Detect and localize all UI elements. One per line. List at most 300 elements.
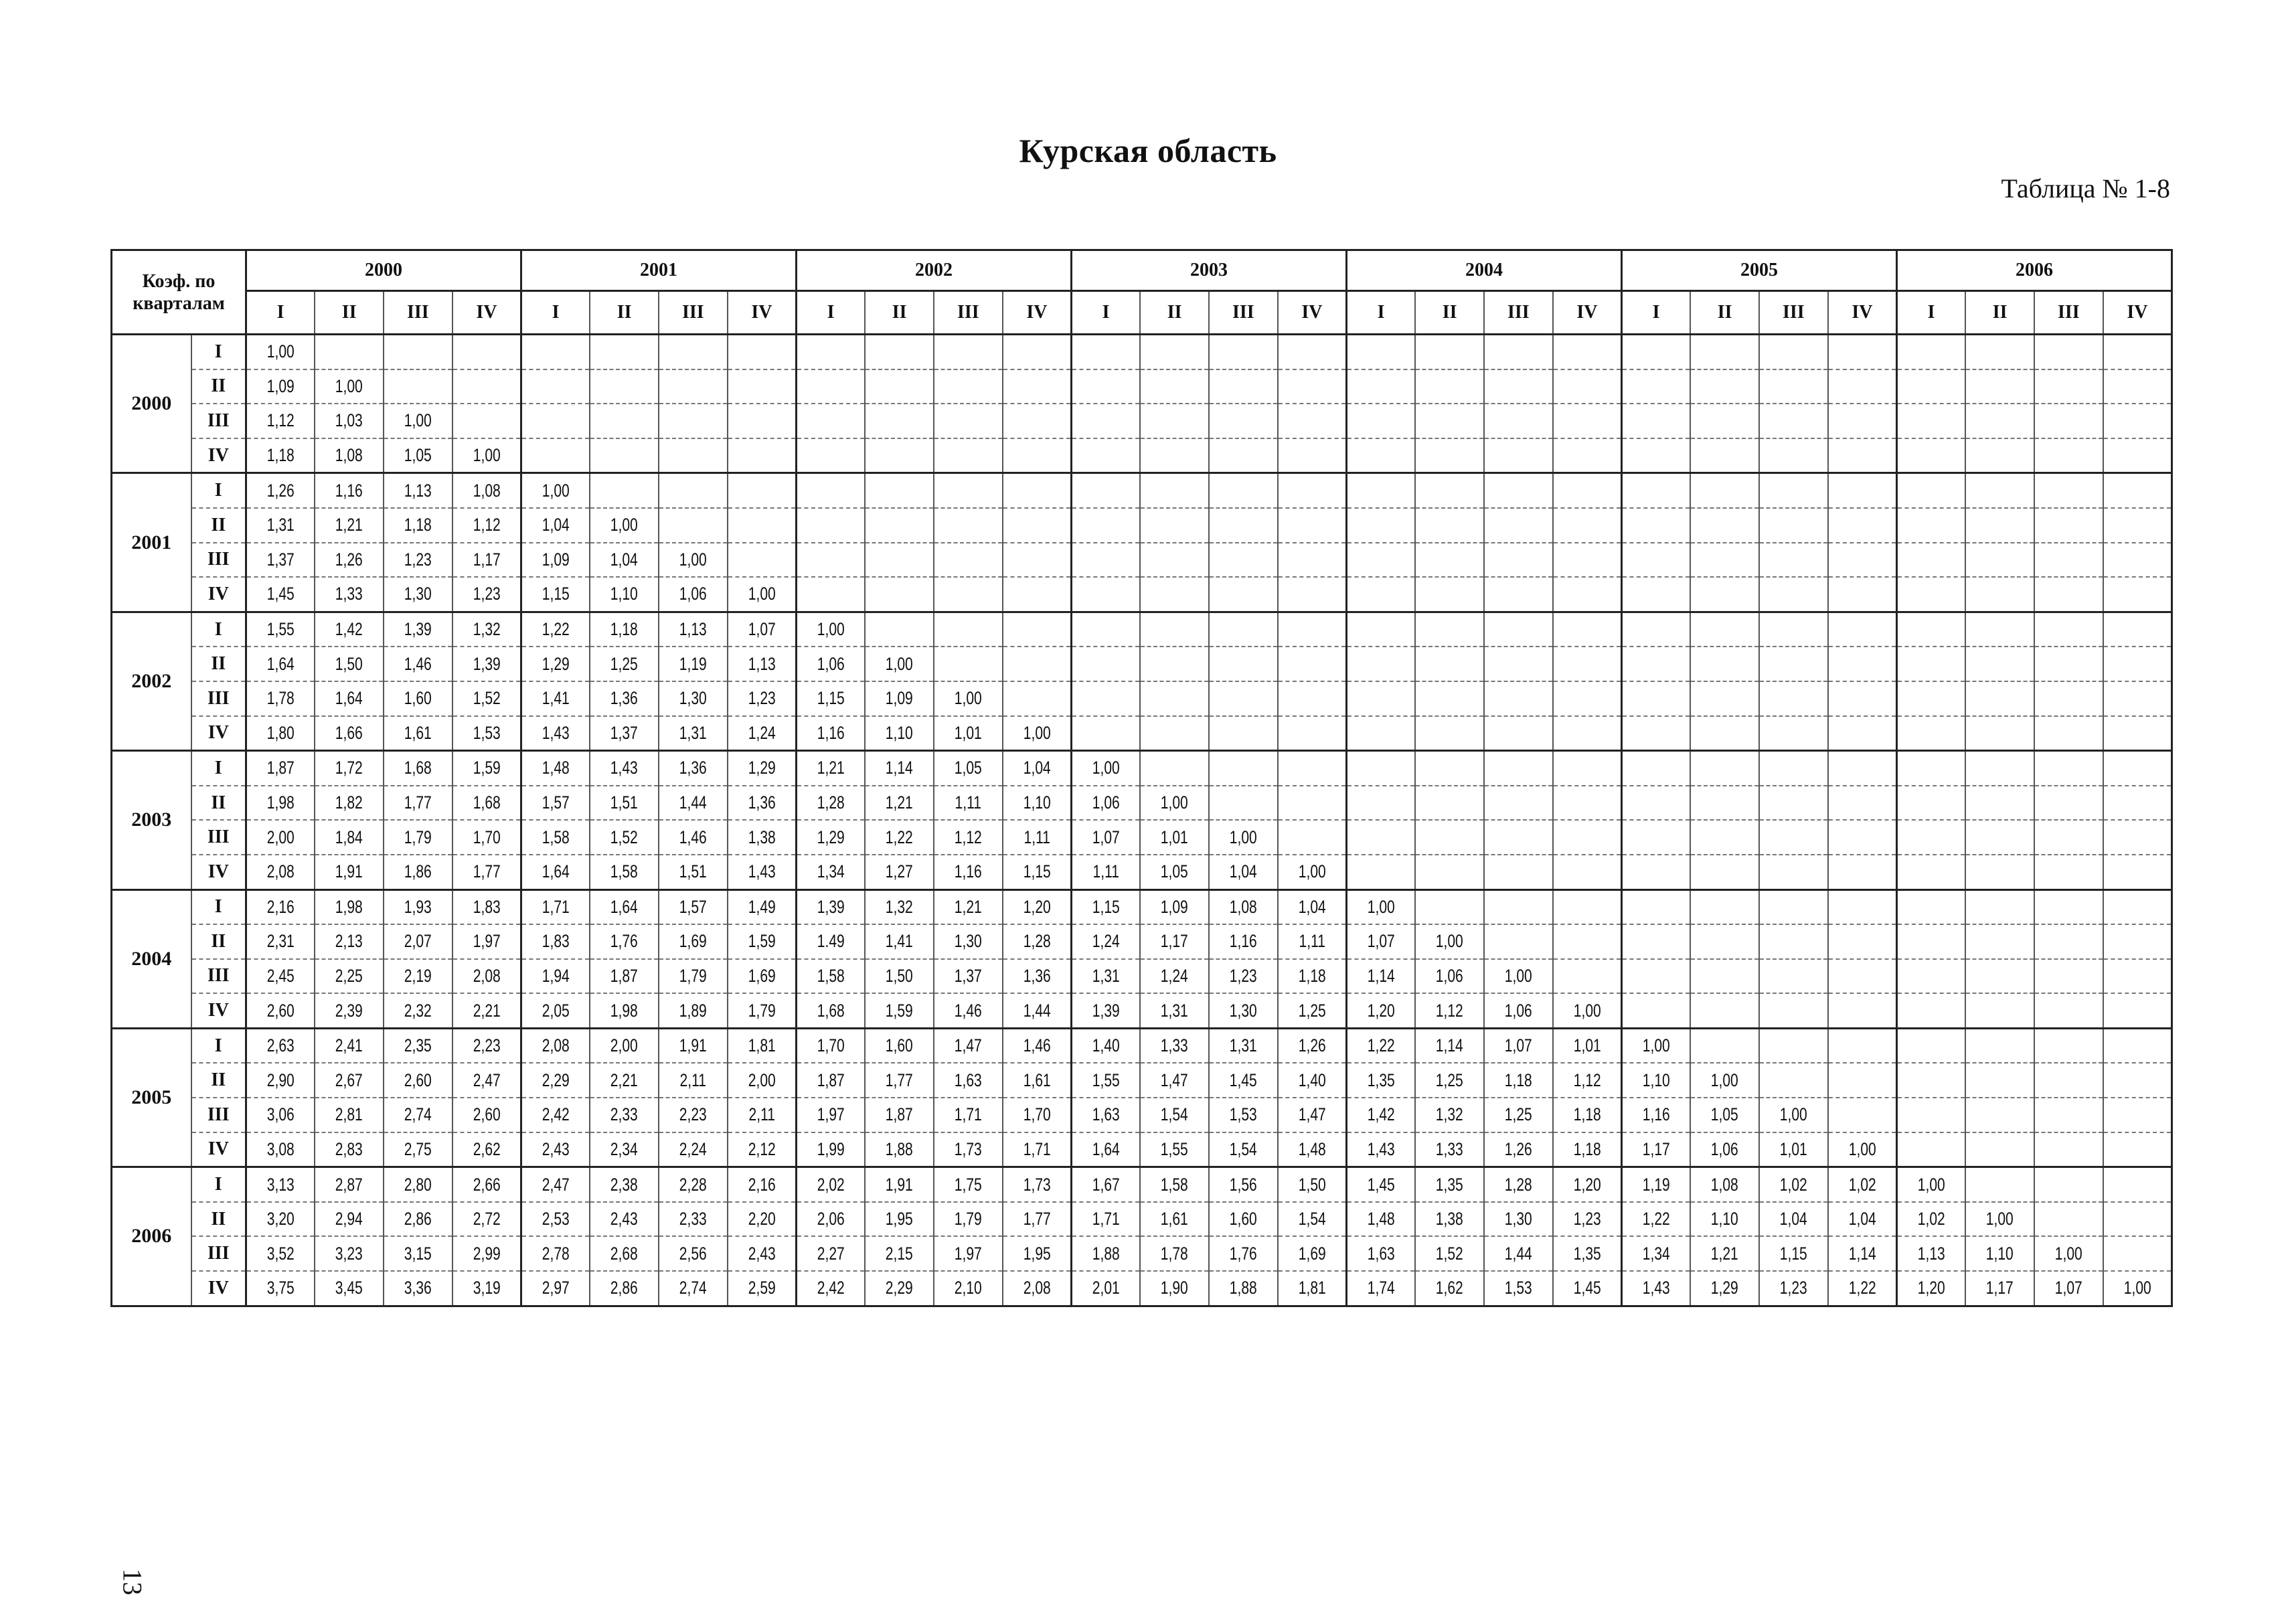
coefficient-cell bbox=[1759, 820, 1828, 855]
coefficient-value: 1,00 bbox=[1229, 827, 1257, 847]
coefficient-cell bbox=[315, 543, 384, 578]
coefficient-cell bbox=[1897, 889, 1966, 924]
coefficient-cell bbox=[1897, 993, 1966, 1028]
coefficient-cell bbox=[590, 508, 659, 543]
coefficient-value: 2,86 bbox=[404, 1209, 432, 1229]
coefficient-cell bbox=[797, 889, 866, 924]
coefficient-cell bbox=[246, 1028, 315, 1063]
coefficient-cell bbox=[1622, 612, 1691, 647]
table-row bbox=[112, 473, 2172, 508]
coefficient-cell bbox=[1278, 473, 1347, 508]
coefficient-cell bbox=[1003, 1167, 1072, 1202]
coefficient-value: 1,00 bbox=[473, 445, 501, 466]
coefficient-cell bbox=[865, 924, 934, 959]
coefficient-cell bbox=[1828, 751, 1897, 786]
coefficient-value: 2,80 bbox=[404, 1174, 432, 1195]
coefficient-value: 1,08 bbox=[1711, 1174, 1739, 1195]
coefficient-cell bbox=[1828, 1271, 1897, 1306]
coefficient-value: 2,33 bbox=[610, 1104, 639, 1125]
coefficient-cell bbox=[1622, 959, 1691, 994]
coefficient-cell bbox=[521, 369, 590, 404]
coefficient-value: 2,38 bbox=[610, 1174, 639, 1195]
coefficient-cell bbox=[1209, 716, 1278, 751]
coefficient-value: 1,01 bbox=[1573, 1035, 1601, 1056]
coefficient-cell bbox=[934, 1063, 1003, 1098]
row-quarter-label: III bbox=[191, 1098, 246, 1132]
coefficient-value: 1,97 bbox=[954, 1243, 982, 1264]
coefficient-value: 1,52 bbox=[1436, 1243, 1464, 1264]
coefficient-value: 1,00 bbox=[1848, 1138, 1876, 1159]
coefficient-value: 1,13 bbox=[679, 619, 707, 640]
row-quarter-label: I bbox=[191, 889, 246, 924]
coefficient-cell bbox=[1209, 751, 1278, 786]
coefficient-value: 1,00 bbox=[542, 480, 570, 501]
coefficient-cell bbox=[2034, 1236, 2103, 1271]
coefficient-cell bbox=[1622, 473, 1691, 508]
coefficient-cell bbox=[1759, 1098, 1828, 1132]
quarter-header: IV bbox=[1828, 291, 1897, 335]
coefficient-value: 2,32 bbox=[404, 1000, 432, 1021]
coefficient-cell bbox=[2103, 959, 2172, 994]
coefficient-cell bbox=[1690, 716, 1759, 751]
coefficient-cell bbox=[1140, 855, 1209, 889]
coefficient-value: 1,58 bbox=[610, 861, 639, 882]
coefficient-cell bbox=[728, 751, 797, 786]
coefficient-value: 1,97 bbox=[817, 1104, 845, 1125]
coefficient-cell bbox=[659, 647, 728, 681]
coefficient-cell bbox=[1415, 1202, 1484, 1237]
row-year-label: 2005 bbox=[112, 1028, 191, 1167]
row-quarter-label: II bbox=[191, 786, 246, 821]
coefficient-cell bbox=[1690, 924, 1759, 959]
coefficient-value: 3,15 bbox=[404, 1243, 432, 1264]
table-row bbox=[112, 1063, 2172, 1098]
coefficient-cell bbox=[2034, 681, 2103, 716]
coefficient-cell bbox=[2103, 681, 2172, 716]
coefficient-cell bbox=[1072, 1098, 1141, 1132]
coefficient-cell bbox=[1828, 855, 1897, 889]
coefficient-value: 1,12 bbox=[954, 827, 982, 847]
coefficient-value: 1,25 bbox=[1504, 1104, 1532, 1125]
coefficient-cell bbox=[728, 612, 797, 647]
coefficient-value: 1,23 bbox=[473, 584, 501, 604]
coefficient-value: 1,25 bbox=[1298, 1000, 1326, 1021]
coefficient-cell bbox=[1690, 577, 1759, 612]
coefficient-value: 1,63 bbox=[954, 1070, 982, 1090]
coefficient-cell bbox=[453, 369, 521, 404]
coefficient-cell bbox=[315, 1202, 384, 1237]
table-body bbox=[112, 335, 2172, 1306]
coefficient-cell bbox=[1553, 438, 1622, 473]
coefficient-cell bbox=[2034, 855, 2103, 889]
coefficient-cell bbox=[1965, 335, 2034, 369]
coefficient-cell bbox=[1140, 508, 1209, 543]
coefficient-cell bbox=[728, 889, 797, 924]
coefficient-cell bbox=[1072, 473, 1141, 508]
coefficient-value: 1,02 bbox=[1779, 1174, 1807, 1195]
coefficient-cell bbox=[1415, 924, 1484, 959]
coefficient-cell bbox=[384, 1132, 453, 1167]
coefficient-cell bbox=[1897, 1236, 1966, 1271]
coefficient-cell bbox=[453, 508, 521, 543]
coefficient-value: 1,45 bbox=[1367, 1174, 1395, 1195]
coefficient-value: 1,69 bbox=[1298, 1243, 1326, 1264]
coefficient-value: 3,20 bbox=[266, 1209, 295, 1229]
year-header: 2006 bbox=[1897, 250, 2172, 291]
coefficient-cell bbox=[521, 1098, 590, 1132]
quarter-header: II bbox=[590, 291, 659, 335]
coefficient-cell bbox=[1209, 1167, 1278, 1202]
coefficient-cell bbox=[1965, 959, 2034, 994]
coefficient-cell bbox=[1690, 1271, 1759, 1306]
coefficient-value: 2,75 bbox=[404, 1138, 432, 1159]
coefficient-value: 1,06 bbox=[1504, 1000, 1532, 1021]
coefficient-cell bbox=[659, 543, 728, 578]
coefficient-cell bbox=[797, 508, 866, 543]
coefficient-value: 1,60 bbox=[404, 688, 432, 709]
coefficient-value: 1,22 bbox=[1367, 1035, 1395, 1056]
coefficient-cell bbox=[1759, 1167, 1828, 1202]
coefficient-cell bbox=[1690, 786, 1759, 821]
coefficient-value: 1,61 bbox=[404, 722, 432, 743]
coefficient-cell bbox=[1140, 438, 1209, 473]
coefficient-value: 1,47 bbox=[1161, 1070, 1189, 1090]
coefficient-cell bbox=[2103, 716, 2172, 751]
row-year-label: 2001 bbox=[112, 473, 191, 612]
coefficient-value: 1,52 bbox=[610, 827, 639, 847]
coefficient-cell bbox=[1140, 993, 1209, 1028]
coefficient-value: 1,59 bbox=[473, 758, 501, 778]
coefficient-value: 1,47 bbox=[954, 1035, 982, 1056]
quarter-header: II bbox=[865, 291, 934, 335]
coefficient-cell bbox=[1209, 577, 1278, 612]
coefficient-cell bbox=[315, 1236, 384, 1271]
coefficient-cell bbox=[384, 1167, 453, 1202]
coefficient-cell bbox=[1622, 1132, 1691, 1167]
coefficient-value: 2,68 bbox=[610, 1243, 639, 1264]
coefficient-value: 1,33 bbox=[335, 584, 363, 604]
coefficient-value: 1,09 bbox=[886, 688, 914, 709]
coefficient-cell bbox=[2034, 1167, 2103, 1202]
coefficient-value: 1,48 bbox=[1298, 1138, 1326, 1159]
coefficient-cell bbox=[1690, 438, 1759, 473]
coefficient-cell bbox=[1828, 1236, 1897, 1271]
coefficient-cell bbox=[1072, 1202, 1141, 1237]
coefficient-cell bbox=[659, 751, 728, 786]
coefficient-value: 1,34 bbox=[1642, 1243, 1670, 1264]
coefficient-value: 1,77 bbox=[886, 1070, 914, 1090]
coefficient-value: 1,08 bbox=[1229, 896, 1257, 917]
coefficient-cell bbox=[1759, 647, 1828, 681]
coefficient-value: 1,79 bbox=[404, 827, 432, 847]
coefficient-cell bbox=[1347, 369, 1416, 404]
coefficient-cell bbox=[728, 820, 797, 855]
coefficient-value: 1,00 bbox=[817, 619, 845, 640]
coefficient-cell bbox=[1209, 404, 1278, 438]
coefficient-value: 2,13 bbox=[335, 931, 363, 952]
coefficient-cell bbox=[728, 716, 797, 751]
coefficient-cell bbox=[728, 1028, 797, 1063]
coefficient-value: 1,01 bbox=[1161, 827, 1189, 847]
coefficient-cell bbox=[1072, 924, 1141, 959]
coefficient-value: 1,09 bbox=[266, 375, 295, 396]
coefficient-cell bbox=[934, 335, 1003, 369]
corner-header: Коэф. по кварталам bbox=[112, 250, 246, 335]
coefficient-value: 1,14 bbox=[1848, 1243, 1876, 1264]
coefficient-cell bbox=[315, 924, 384, 959]
coefficient-cell bbox=[1484, 924, 1553, 959]
coefficient-cell bbox=[1209, 889, 1278, 924]
coefficient-cell bbox=[1140, 959, 1209, 994]
coefficient-value: 1,32 bbox=[473, 619, 501, 640]
coefficient-value: 1,04 bbox=[1023, 758, 1051, 778]
coefficient-cell bbox=[1003, 924, 1072, 959]
coefficient-cell bbox=[521, 889, 590, 924]
coefficient-cell bbox=[1072, 647, 1141, 681]
coefficient-cell bbox=[797, 577, 866, 612]
coefficient-cell bbox=[246, 369, 315, 404]
coefficient-cell bbox=[1209, 1132, 1278, 1167]
coefficient-value: 1,77 bbox=[404, 792, 432, 813]
coefficient-value: 1,79 bbox=[679, 965, 707, 986]
coefficient-cell bbox=[1828, 889, 1897, 924]
coefficient-value: 3,23 bbox=[335, 1243, 363, 1264]
coefficient-cell bbox=[1553, 577, 1622, 612]
coefficient-value: 2,29 bbox=[886, 1278, 914, 1298]
coefficient-cell bbox=[246, 543, 315, 578]
coefficient-cell bbox=[1897, 404, 1966, 438]
coefficient-cell bbox=[1965, 993, 2034, 1028]
coefficient-cell bbox=[1347, 404, 1416, 438]
coefficient-cell bbox=[1759, 1236, 1828, 1271]
coefficient-cell bbox=[1622, 1271, 1691, 1306]
coefficient-value: 1,59 bbox=[748, 931, 776, 952]
coefficient-value: 1,22 bbox=[1848, 1278, 1876, 1298]
coefficient-value: 2,11 bbox=[679, 1070, 707, 1090]
coefficient-cell bbox=[865, 473, 934, 508]
coefficient-cell bbox=[659, 335, 728, 369]
coefficient-cell bbox=[521, 820, 590, 855]
coefficient-value: 2,81 bbox=[335, 1104, 363, 1125]
coefficient-cell bbox=[1553, 369, 1622, 404]
coefficient-cell bbox=[453, 1271, 521, 1306]
coefficient-cell bbox=[1828, 335, 1897, 369]
coefficient-cell bbox=[453, 959, 521, 994]
coefficient-value: 1,86 bbox=[404, 861, 432, 882]
coefficient-cell bbox=[1622, 889, 1691, 924]
coefficient-cell bbox=[1209, 681, 1278, 716]
coefficient-cell bbox=[1897, 543, 1966, 578]
coefficient-value: 1,71 bbox=[1023, 1138, 1051, 1159]
coefficient-cell bbox=[1965, 508, 2034, 543]
table-row bbox=[112, 681, 2172, 716]
quarter-header: IV bbox=[2103, 291, 2172, 335]
coefficient-cell bbox=[521, 335, 590, 369]
coefficient-value: 1,46 bbox=[1023, 1035, 1051, 1056]
coefficient-value: 1,43 bbox=[1367, 1138, 1395, 1159]
coefficient-value: 2,45 bbox=[266, 965, 295, 986]
coefficient-cell bbox=[1553, 1167, 1622, 1202]
quarter-header: I bbox=[1622, 291, 1691, 335]
coefficient-cell bbox=[384, 959, 453, 994]
coefficient-cell bbox=[1897, 1098, 1966, 1132]
coefficient-cell bbox=[1415, 1236, 1484, 1271]
coefficient-cell bbox=[1759, 1271, 1828, 1306]
coefficient-value: 2,53 bbox=[542, 1209, 570, 1229]
table-row bbox=[112, 855, 2172, 889]
coefficient-cell bbox=[384, 1063, 453, 1098]
coefficient-value: 1,09 bbox=[1161, 896, 1189, 917]
coefficient-value: 1,58 bbox=[817, 965, 845, 986]
coefficient-cell bbox=[797, 1236, 866, 1271]
coefficient-value: 1,55 bbox=[1092, 1070, 1120, 1090]
coefficient-value: 1,00 bbox=[335, 375, 363, 396]
coefficient-value: 2,99 bbox=[473, 1243, 501, 1264]
coefficient-cell bbox=[1140, 612, 1209, 647]
coefficient-cell bbox=[1553, 404, 1622, 438]
coefficient-cell bbox=[728, 543, 797, 578]
coefficient-cell bbox=[453, 577, 521, 612]
year-header-row bbox=[112, 250, 2172, 291]
coefficient-cell bbox=[590, 473, 659, 508]
coefficient-cell bbox=[1415, 577, 1484, 612]
coefficient-cell bbox=[1759, 369, 1828, 404]
coefficient-value: 1,63 bbox=[1367, 1243, 1395, 1264]
coefficient-cell bbox=[590, 1202, 659, 1237]
coefficient-cell bbox=[1072, 1028, 1141, 1063]
coefficient-cell bbox=[1622, 1028, 1691, 1063]
coefficient-cell bbox=[315, 508, 384, 543]
table-row bbox=[112, 924, 2172, 959]
coefficient-value: 1,79 bbox=[954, 1209, 982, 1229]
coefficient-cell bbox=[1484, 681, 1553, 716]
coefficient-cell bbox=[1072, 993, 1141, 1028]
coefficient-cell bbox=[590, 335, 659, 369]
coefficient-cell bbox=[1690, 1236, 1759, 1271]
coefficient-cell bbox=[728, 993, 797, 1028]
coefficient-cell bbox=[1553, 1132, 1622, 1167]
coefficient-cell bbox=[246, 1098, 315, 1132]
coefficient-cell bbox=[659, 1132, 728, 1167]
coefficient-cell bbox=[1553, 1271, 1622, 1306]
coefficient-value: 1,07 bbox=[1367, 931, 1395, 952]
coefficient-cell bbox=[728, 1271, 797, 1306]
coefficient-value: 1,16 bbox=[817, 722, 845, 743]
coefficient-cell bbox=[1484, 1271, 1553, 1306]
coefficient-cell bbox=[865, 369, 934, 404]
coefficient-value: 1,00 bbox=[748, 584, 776, 604]
coefficient-value: 1,49 bbox=[748, 896, 776, 917]
coefficient-value: 1,08 bbox=[335, 445, 363, 466]
row-quarter-label: I bbox=[191, 612, 246, 647]
coefficient-cell bbox=[1278, 577, 1347, 612]
coefficient-cell bbox=[1965, 1063, 2034, 1098]
coefficient-cell bbox=[2103, 612, 2172, 647]
coefficient-cell bbox=[1003, 1028, 1072, 1063]
coefficient-cell bbox=[1828, 993, 1897, 1028]
coefficient-cell bbox=[246, 612, 315, 647]
row-quarter-label: II bbox=[191, 508, 246, 543]
coefficient-cell bbox=[1072, 335, 1141, 369]
coefficient-value: 1,41 bbox=[886, 931, 914, 952]
coefficient-value: 3,36 bbox=[404, 1278, 432, 1298]
coefficient-value: 1,10 bbox=[610, 584, 639, 604]
coefficient-cell bbox=[1759, 786, 1828, 821]
coefficient-cell bbox=[797, 1132, 866, 1167]
coefficient-cell bbox=[2034, 1098, 2103, 1132]
coefficient-cell bbox=[1965, 612, 2034, 647]
coefficient-cell bbox=[1347, 438, 1416, 473]
coefficient-cell bbox=[521, 612, 590, 647]
coefficient-value: 2,02 bbox=[817, 1174, 845, 1195]
coefficient-value: 1,07 bbox=[2054, 1278, 2082, 1298]
coefficient-cell bbox=[1484, 751, 1553, 786]
coefficient-value: 2,62 bbox=[473, 1138, 501, 1159]
coefficient-value: 2,72 bbox=[473, 1209, 501, 1229]
coefficient-value: 1,15 bbox=[1023, 861, 1051, 882]
coefficient-value: 1,00 bbox=[1504, 965, 1532, 986]
coefficient-cell bbox=[315, 681, 384, 716]
coefficient-cell bbox=[934, 993, 1003, 1028]
coefficient-cell bbox=[1553, 543, 1622, 578]
coefficient-cell bbox=[1003, 993, 1072, 1028]
coefficient-cell bbox=[1415, 508, 1484, 543]
coefficient-cell bbox=[246, 993, 315, 1028]
coefficient-cell bbox=[1003, 612, 1072, 647]
table-row bbox=[112, 438, 2172, 473]
coefficient-value: 1,19 bbox=[679, 653, 707, 674]
coefficient-value: 1,64 bbox=[610, 896, 639, 917]
coefficient-cell bbox=[1553, 855, 1622, 889]
coefficient-cell bbox=[659, 889, 728, 924]
coefficient-cell bbox=[1759, 959, 1828, 994]
coefficient-cell bbox=[590, 577, 659, 612]
coefficient-value: 1,69 bbox=[748, 965, 776, 986]
coefficient-value: 2,21 bbox=[610, 1070, 639, 1090]
coefficient-cell bbox=[1209, 647, 1278, 681]
coefficient-cell bbox=[1897, 1028, 1966, 1063]
coefficient-value: 1,37 bbox=[266, 549, 295, 570]
table-row bbox=[112, 889, 2172, 924]
coefficient-value: 1,43 bbox=[748, 861, 776, 882]
coefficient-cell bbox=[1415, 889, 1484, 924]
page-title: Курская область bbox=[1019, 132, 1277, 169]
coefficient-cell bbox=[1140, 681, 1209, 716]
coefficient-cell bbox=[590, 369, 659, 404]
coefficient-cell bbox=[865, 681, 934, 716]
coefficient-cell bbox=[1759, 612, 1828, 647]
coefficient-cell bbox=[1140, 751, 1209, 786]
coefficient-cell bbox=[1897, 855, 1966, 889]
coefficient-cell bbox=[1622, 369, 1691, 404]
coefficient-cell bbox=[934, 369, 1003, 404]
coefficient-cell bbox=[1347, 1028, 1416, 1063]
coefficient-cell bbox=[1072, 577, 1141, 612]
coefficient-cell bbox=[2103, 1098, 2172, 1132]
coefficient-cell bbox=[1347, 959, 1416, 994]
coefficient-value: 1,21 bbox=[954, 896, 982, 917]
coefficient-value: 1,00 bbox=[1573, 1000, 1601, 1021]
coefficient-cell bbox=[1415, 855, 1484, 889]
coefficient-cell bbox=[865, 959, 934, 994]
coefficient-cell bbox=[1347, 473, 1416, 508]
coefficient-value: 1,23 bbox=[748, 688, 776, 709]
coefficient-cell bbox=[1897, 1063, 1966, 1098]
coefficient-cell bbox=[2103, 404, 2172, 438]
coefficient-cell bbox=[797, 993, 866, 1028]
row-quarter-label: IV bbox=[191, 993, 246, 1028]
coefficient-cell bbox=[384, 508, 453, 543]
